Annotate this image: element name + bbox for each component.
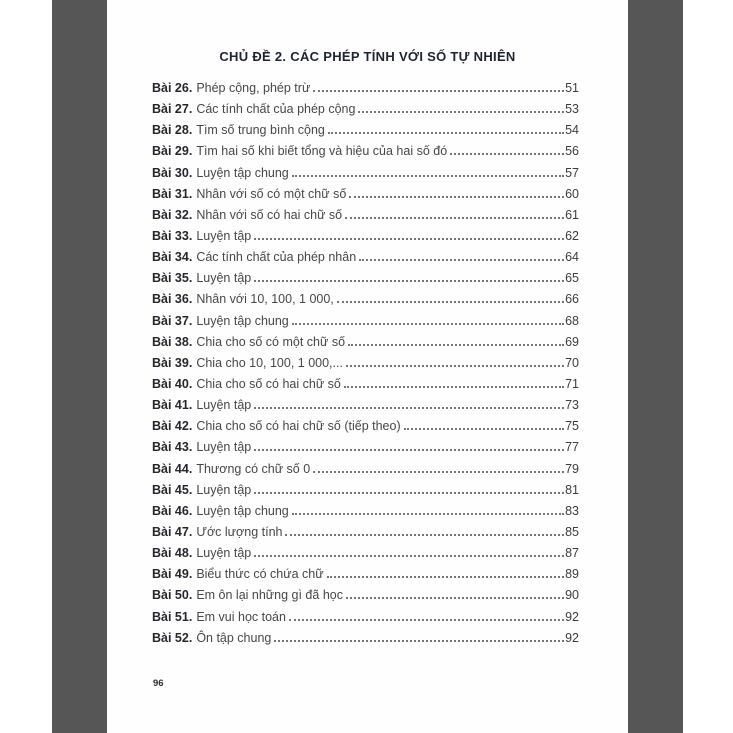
toc-entry	[152, 120, 579, 141]
toc-entry-title: Luyện tập chung	[196, 165, 289, 180]
toc-entry-title: Nhân với số có hai chữ số	[196, 207, 343, 222]
toc-entry-label: Bài 37.	[152, 313, 193, 328]
toc-dot-leader	[313, 88, 564, 92]
toc-entry-page: 56	[565, 144, 579, 159]
toc-dot-leader	[254, 405, 564, 409]
toc-entry-page: 62	[565, 228, 579, 243]
toc-dot-leader	[345, 215, 564, 219]
toc-dot-leader	[292, 173, 564, 177]
toc-entry-page: 87	[565, 546, 579, 561]
chapter-title: CHỦ ĐỀ 2. CÁC PHÉP TÍNH VỚI SỐ TỰ NHIÊN	[219, 49, 516, 64]
toc-entry-title: Luyện tập	[196, 546, 252, 561]
toc-entry-label: Bài 40.	[152, 376, 193, 391]
toc-entry-title: Ôn tập chung	[196, 630, 272, 645]
toc-dot-leader	[254, 490, 564, 494]
toc-dot-leader	[292, 511, 564, 515]
toc-dot-leader	[346, 595, 564, 599]
toc-entry-title: Thương có chữ số 0	[196, 461, 311, 476]
toc-entry-title: Nhân với 10, 100, 1 000,	[196, 292, 334, 307]
toc-entry-label: Bài 48.	[152, 546, 193, 561]
toc-dot-leader	[292, 321, 564, 325]
toc-entry-title: Luyện tập chung	[196, 313, 289, 328]
toc-entry	[152, 226, 579, 247]
toc-entry-page: 64	[565, 250, 579, 265]
toc-entry-label: Bài 46.	[152, 503, 193, 518]
toc-entry	[152, 78, 579, 99]
toc-entry-label: Bài 42.	[152, 419, 193, 434]
toc-entry-page: 73	[565, 398, 579, 413]
toc-entry-page: 89	[565, 567, 579, 582]
toc-entry-page: 57	[565, 165, 579, 180]
toc-entry-page: 81	[565, 482, 579, 497]
toc-dot-leader	[328, 130, 564, 134]
toc-entry	[152, 205, 579, 226]
toc-entry-page: 92	[565, 630, 579, 645]
toc-entry-page: 70	[565, 355, 579, 370]
toc-entry-label: Bài 27.	[152, 102, 193, 117]
toc-entry	[152, 268, 579, 289]
toc-dot-leader	[359, 257, 564, 261]
toc-entry	[152, 163, 579, 184]
toc-entry-page: 65	[565, 271, 579, 286]
toc-entry-title: Các tính chất của phép cộng	[196, 102, 356, 117]
toc-entry-page: 90	[565, 588, 579, 603]
toc-entry-title: Nhân với số có một chữ số	[196, 186, 347, 201]
toc-entry-title: Chia cho số có hai chữ số	[196, 376, 341, 391]
toc-entry-label: Bài 41.	[152, 398, 193, 413]
toc-entry-title: Luyện tập	[196, 440, 252, 455]
toc-entry-label: Bài 33.	[152, 228, 193, 243]
toc-entry-title: Tìm hai số khi biết tổng và hiệu của hai số đó	[196, 144, 448, 159]
toc-entry	[152, 543, 579, 564]
toc-entry-label: Bài 39.	[152, 355, 193, 370]
toc-entry	[152, 501, 579, 522]
toc-entry	[152, 522, 579, 543]
toc-entry-label: Bài 51.	[152, 609, 193, 624]
toc-entry	[152, 585, 579, 606]
toc-entry	[152, 311, 579, 332]
toc-entry-title: Luyện tập	[196, 228, 252, 243]
toc-entry-title: Chia cho số có một chữ số	[196, 334, 346, 349]
right-gray-margin-strip	[628, 0, 683, 733]
toc-entry-title: Luyện tập	[196, 482, 252, 497]
toc-entry	[152, 289, 579, 310]
toc-dot-leader	[450, 151, 564, 155]
toc-dot-leader	[254, 236, 564, 240]
toc-entry-title: Luyện tập chung	[196, 503, 289, 518]
toc-entry-page: 61	[565, 207, 579, 222]
toc-entry	[152, 395, 579, 416]
toc-entry-label: Bài 29.	[152, 144, 193, 159]
toc-entry-label: Bài 30.	[152, 165, 193, 180]
toc-entry-title: Em vui học toán	[196, 609, 286, 624]
toc-entry-title: Các tính chất của phép nhân	[196, 250, 357, 265]
toc-dot-leader	[285, 532, 564, 536]
toc-dot-leader	[346, 363, 564, 367]
toc-entry	[152, 607, 579, 628]
toc-dot-leader	[274, 638, 564, 642]
toc-entry-page: 54	[565, 123, 579, 138]
toc-entry-title: Ước lượng tính	[196, 524, 283, 539]
toc-dot-leader	[254, 553, 564, 557]
toc-entry-label: Bài 43.	[152, 440, 193, 455]
toc-entry	[152, 628, 579, 649]
toc-entry-title: Chia cho số có hai chữ số (tiếp theo)	[196, 419, 401, 434]
book-page	[107, 0, 628, 733]
toc-entry-title: Phép cộng, phép trừ	[196, 81, 311, 95]
toc-entry-page: 53	[565, 102, 579, 117]
toc-dot-leader	[337, 299, 564, 303]
toc-dot-leader	[254, 447, 564, 451]
toc-entry-label: Bài 31.	[152, 186, 193, 201]
table-of-contents	[152, 78, 579, 649]
toc-dot-leader	[349, 194, 564, 198]
toc-dot-leader	[289, 617, 564, 621]
toc-entry-page: 75	[565, 419, 579, 434]
toc-entry	[152, 247, 579, 268]
toc-dot-leader	[254, 278, 564, 282]
footer-page-number: 96	[153, 678, 164, 689]
toc-entry	[152, 437, 579, 458]
toc-entry-label: Bài 49.	[152, 567, 193, 582]
toc-entry	[152, 99, 579, 120]
toc-entry-title: Tìm số trung bình cộng	[196, 123, 325, 138]
toc-entry-label: Bài 36.	[152, 292, 193, 307]
toc-entry-page: 69	[565, 334, 579, 349]
toc-entry-label: Bài 52.	[152, 630, 193, 645]
toc-entry-label: Bài 28.	[152, 123, 193, 138]
toc-entry	[152, 332, 579, 353]
toc-entry-title: Em ôn lại những gì đã học	[196, 588, 343, 603]
toc-entry-label: Bài 50.	[152, 588, 193, 603]
toc-entry	[152, 459, 579, 480]
toc-dot-leader	[344, 384, 564, 388]
toc-dot-leader	[348, 342, 564, 346]
toc-entry-page: 51	[565, 81, 579, 95]
toc-entry-page: 83	[565, 503, 579, 518]
toc-entry-page: 66	[565, 292, 579, 307]
toc-entry	[152, 564, 579, 585]
toc-entry	[152, 480, 579, 501]
toc-entry-label: Bài 38.	[152, 334, 193, 349]
toc-entry-page: 92	[565, 609, 579, 624]
toc-entry-label: Bài 35.	[152, 271, 193, 286]
toc-entry-page: 71	[565, 376, 579, 391]
toc-entry	[152, 184, 579, 205]
toc-entry	[152, 416, 579, 437]
left-gray-margin-strip	[52, 0, 107, 733]
toc-entry-page: 68	[565, 313, 579, 328]
toc-entry-page: 85	[565, 524, 579, 539]
toc-entry	[152, 374, 579, 395]
toc-entry-label: Bài 44.	[152, 461, 193, 476]
toc-entry	[152, 353, 579, 374]
toc-entry-label: Bài 45.	[152, 482, 193, 497]
toc-entry-title: Chia cho 10, 100, 1 000,...	[196, 355, 343, 370]
toc-entry-label: Bài 32.	[152, 207, 193, 222]
toc-entry-page: 79	[565, 461, 579, 476]
toc-entry-title: Luyện tập	[196, 271, 252, 286]
toc-entry	[152, 141, 579, 162]
toc-dot-leader	[358, 109, 564, 113]
toc-entry-page: 77	[565, 440, 579, 455]
toc-entry-title: Biểu thức có chứa chữ	[196, 567, 324, 582]
toc-entry-label: Bài 34.	[152, 250, 193, 265]
toc-dot-leader	[404, 426, 564, 430]
toc-dot-leader	[313, 469, 564, 473]
toc-entry-label: Bài 47.	[152, 524, 193, 539]
toc-entry-page: 60	[565, 186, 579, 201]
toc-entry-title: Luyện tập	[196, 398, 252, 413]
toc-dot-leader	[327, 574, 565, 578]
toc-entry-label: Bài 26.	[152, 81, 193, 95]
